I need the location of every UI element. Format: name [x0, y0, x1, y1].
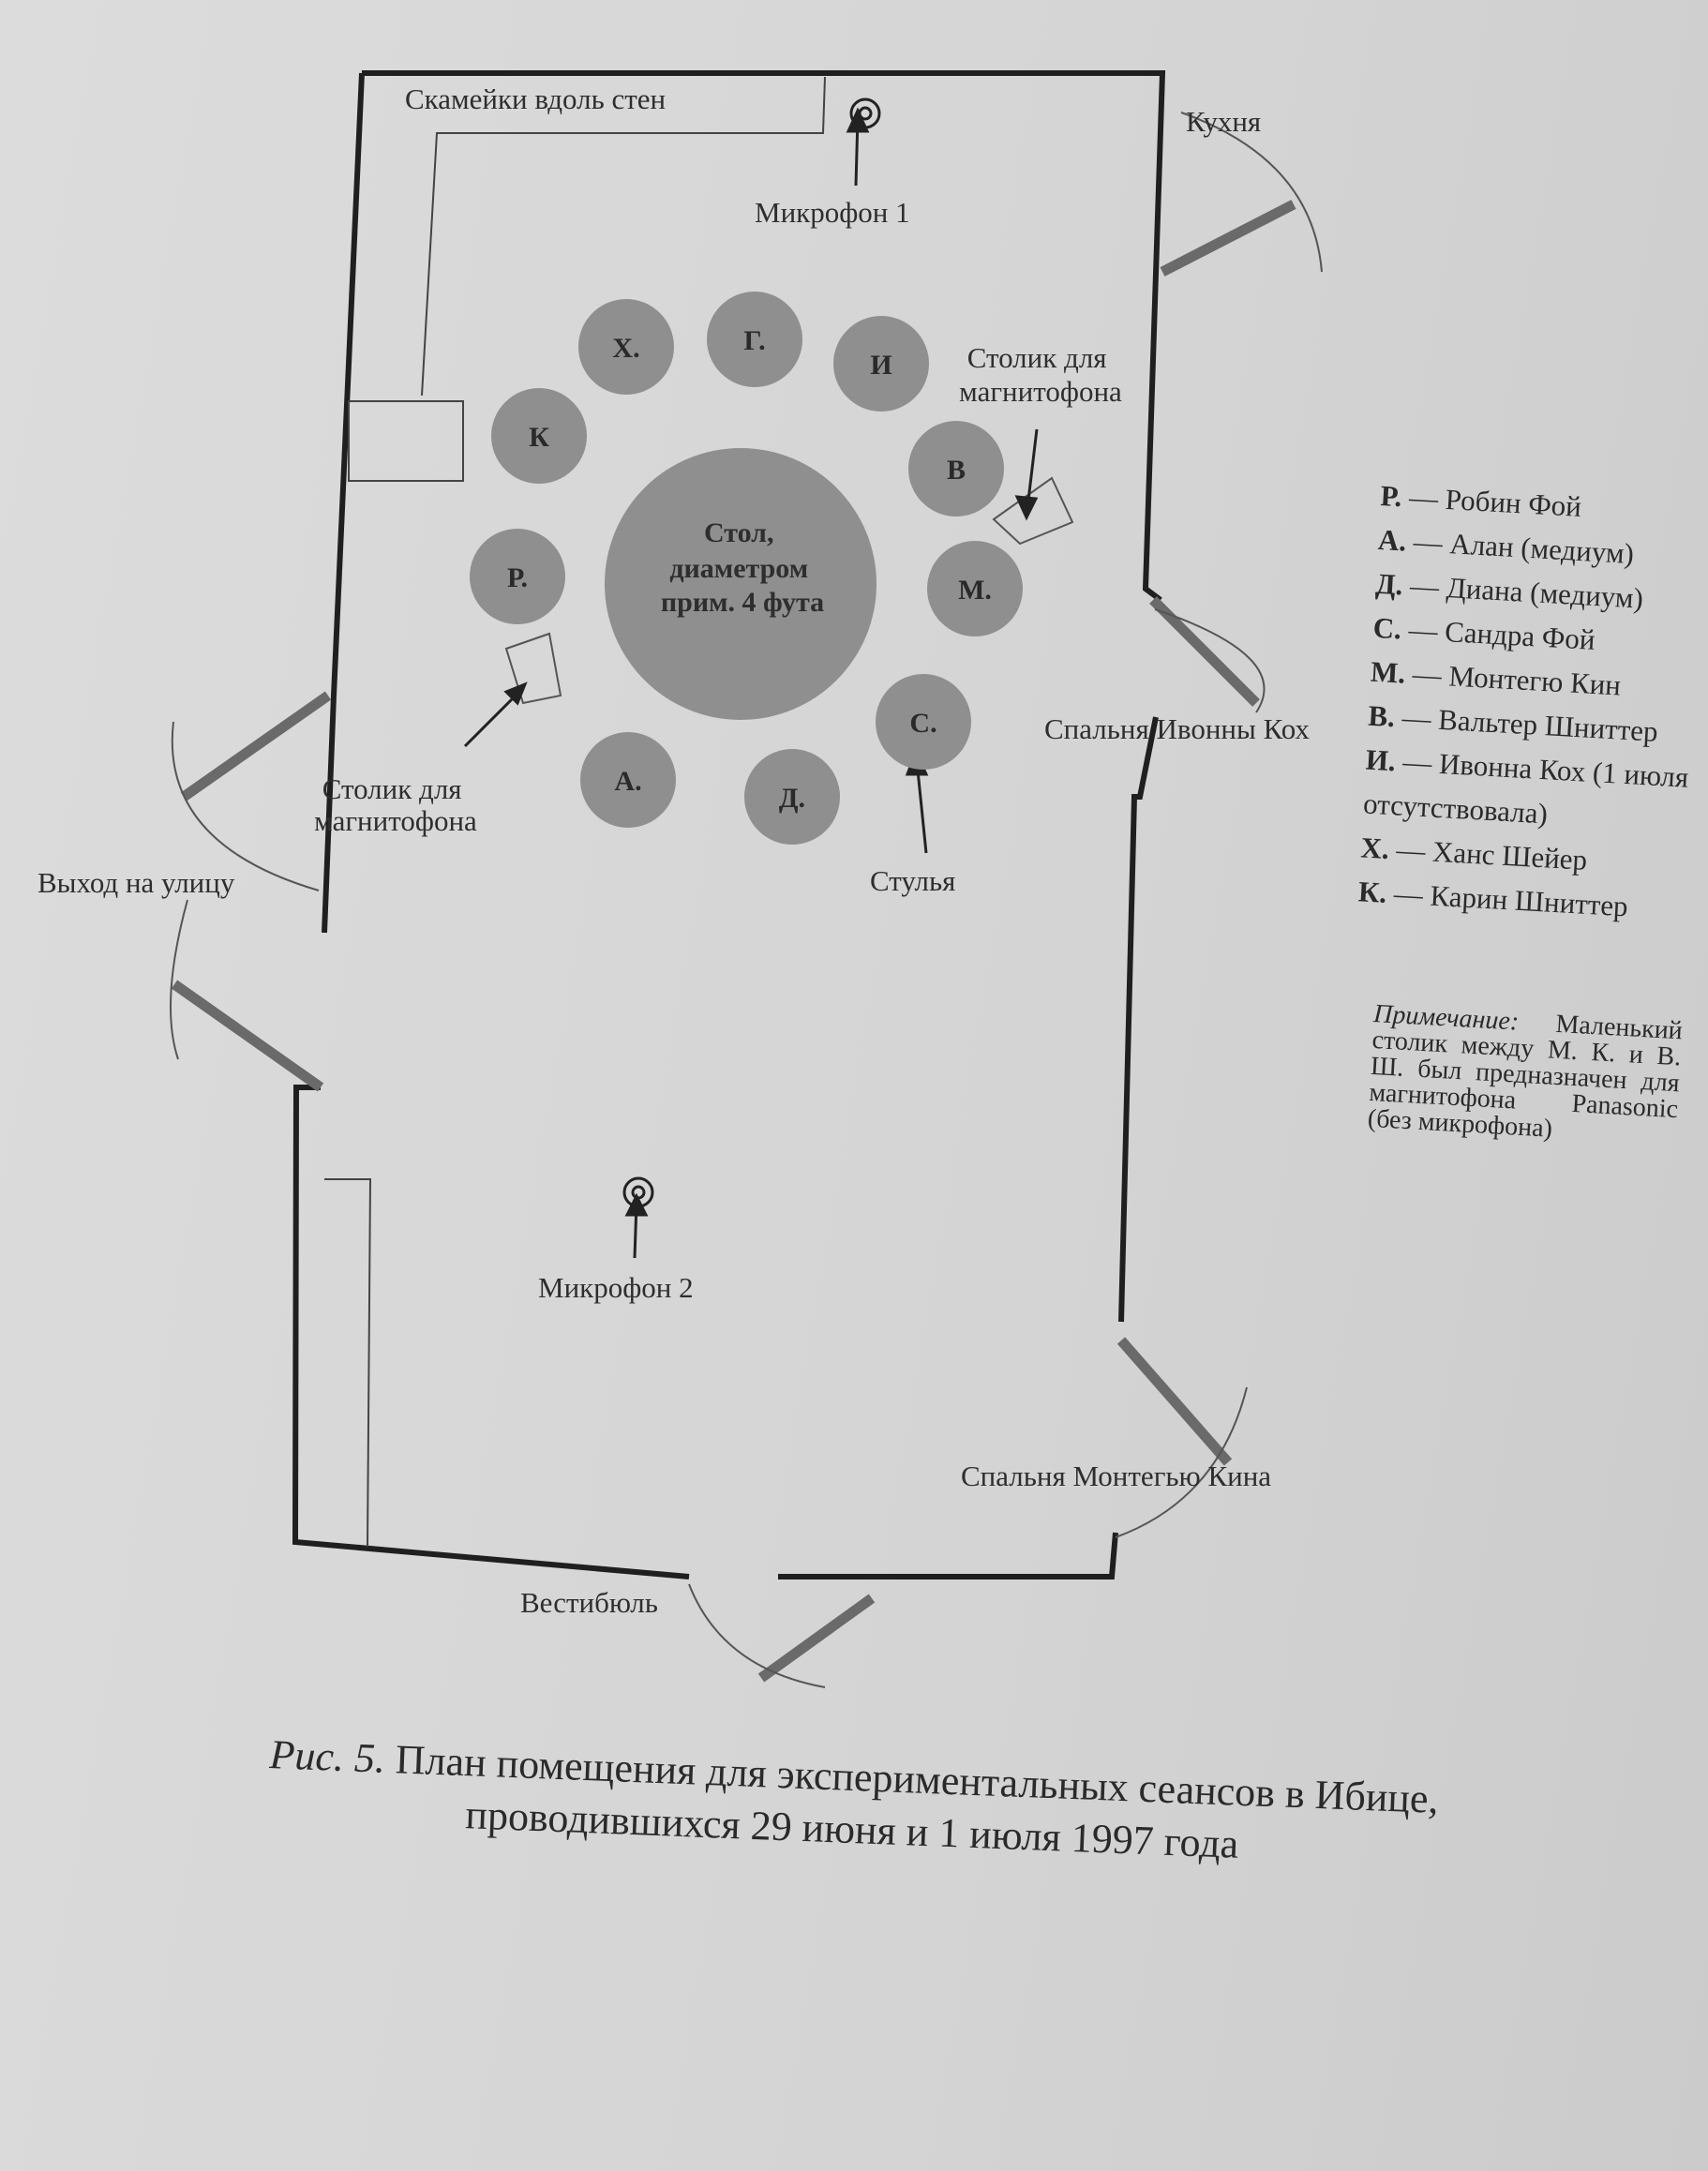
seat-8	[876, 674, 971, 770]
note	[1367, 1001, 1683, 1149]
seat-letter: И	[870, 350, 892, 381]
central-table-line-2: диаметром	[669, 553, 809, 584]
legend-key: Х.	[1359, 831, 1398, 866]
legend-text: — Сандра Фой	[1407, 612, 1596, 656]
label-chairs: Стулья	[870, 864, 956, 897]
label-recorder-table-right-line-1: Столик для	[966, 341, 1107, 374]
central-table-line-1: Стол,	[703, 517, 774, 548]
legend-key: К.	[1357, 875, 1395, 910]
legend-text: — Робин Фой	[1408, 480, 1582, 523]
figure-number: Рис. 5.	[268, 1731, 386, 1782]
note-label: Примечание:	[1372, 999, 1521, 1037]
label-recorder-table-left-line-2: магнитофона	[314, 804, 477, 837]
seat-3	[833, 316, 929, 412]
label-mic1: Микрофон 1	[755, 196, 910, 229]
seat-10	[744, 749, 840, 845]
label-kitchen: Кухня	[1186, 105, 1262, 138]
central-table-line-3: прим. 4 фута	[660, 587, 825, 618]
legend-text: отсутствовала)	[1362, 786, 1549, 831]
note-text: Маленький столик между М. К. и В. Ш. был предназначен для магнитофона Panasonic (без микрофона)	[1367, 1009, 1684, 1144]
seat-9	[580, 732, 676, 828]
seat-letter: Г.	[743, 325, 766, 356]
seat-6	[470, 529, 565, 624]
seat-5	[908, 421, 1004, 517]
legend-key: С.	[1371, 610, 1410, 646]
legend-text: — Алан (медиум)	[1412, 525, 1635, 571]
legend-text: — Монтегю Кин	[1411, 657, 1622, 702]
caption-text: План помещения для экспериментальных сеансов в Ибице, проводившихся 29 июня и 1 июля 1997 года	[395, 1736, 1440, 1867]
legend-key: Р.	[1379, 478, 1411, 514]
label-bedroom-yvonne: Спальня Ивонны Кох	[1044, 712, 1310, 745]
legend	[1357, 473, 1701, 931]
seat-letter: Х.	[612, 333, 640, 364]
seat-7	[927, 541, 1023, 636]
plan-labels	[37, 82, 1310, 1619]
legend-text: — Ивонна Кох (1 июля	[1401, 744, 1690, 794]
seat-letter: М.	[958, 575, 992, 606]
label-recorder-table-left-line-1: Столик для	[322, 772, 462, 805]
legend-key: Д.	[1374, 566, 1412, 602]
seat-letter: А.	[614, 766, 642, 797]
seat-letter: Р.	[506, 562, 529, 593]
legend-key: М.	[1370, 654, 1414, 691]
seat-letter: К	[529, 422, 549, 453]
legend-text: — Ханс Шейер	[1395, 832, 1589, 876]
legend-key: А.	[1377, 522, 1415, 558]
label-vestibule: Вестибюль	[520, 1586, 658, 1619]
seat-letter: С.	[909, 708, 937, 739]
seat-2	[707, 292, 802, 387]
seat-letter: В	[946, 455, 966, 486]
seat-1	[578, 299, 674, 395]
label-recorder-table-right	[959, 341, 1122, 408]
legend-key: В.	[1367, 698, 1403, 734]
label-recorder-table-right-line-2: магнитофона	[959, 375, 1122, 408]
central-table	[605, 448, 876, 720]
seat-letter: Д.	[778, 783, 806, 814]
label-exit: Выход на улицу	[37, 866, 235, 899]
label-benches: Скамейки вдоль стен	[405, 82, 667, 115]
doors	[174, 204, 1294, 1678]
label-bedroom-montague: Спальня Монтегью Кина	[961, 1460, 1272, 1492]
label-mic2: Микрофон 2	[538, 1271, 694, 1304]
label-recorder-table-left	[314, 772, 477, 837]
legend-key: И.	[1364, 742, 1404, 778]
seat-4	[491, 388, 587, 484]
legend-text: — Диана (медиум)	[1409, 568, 1644, 615]
legend-text: — Карин Шниттер	[1393, 876, 1629, 923]
legend-text: — Вальтер Шниттер	[1401, 700, 1659, 748]
